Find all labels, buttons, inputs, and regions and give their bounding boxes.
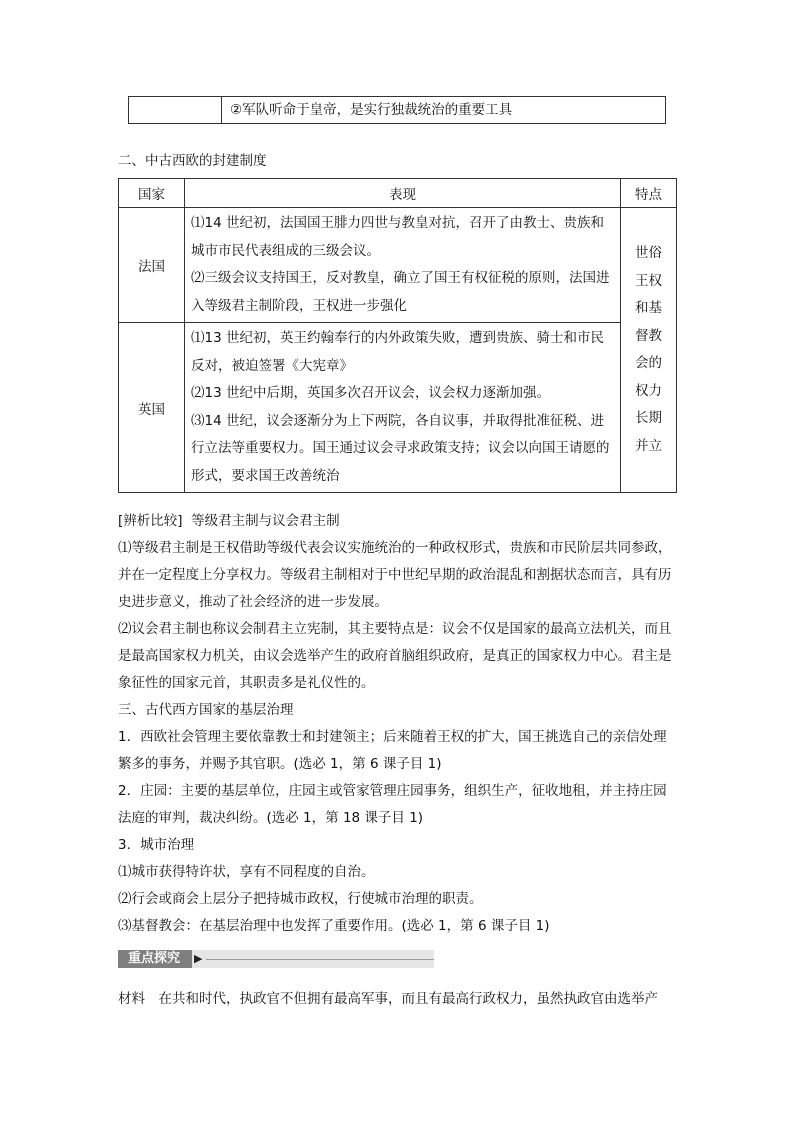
text-line: ⑴13 世纪初，英王约翰奉行的内外政策失败，遭到贵族、骑士和市民反对，被迫签署《大宪章》 [191, 330, 604, 374]
feature-text: 会的 [635, 355, 662, 371]
feature-text: 和基 [635, 300, 662, 316]
list-item: 1．西欧社会管理主要依靠教士和封建领主；后来随着王权的扩大，国王挑选自己的亲信处理繁多的事务，并赐予其官职。(选必 1，第 6 课子目 1) [118, 729, 667, 772]
feature-text: 督教 [635, 327, 662, 344]
sub-item: ⑶基督教会：在基层治理中也发挥了重要作用。(选必 1，第 6 课子目 1) [118, 918, 550, 934]
text-line: ⑶14 世纪，议会逐渐分为上下两院，各自议事，并取得批准征税、进行立法等重要权力。国王通过议会寻求政策支持；议会以向国王请愿的形式，要求国王改善统治 [191, 412, 610, 484]
section-title: 三、古代西方国家的基层治理 [118, 702, 294, 718]
compare-title: 等级君主制与议会君主制 [191, 513, 340, 529]
sub-item: ⑴城市获得特许状，享有不同程度的自治。 [118, 864, 375, 880]
feature-text: 王权 [635, 272, 662, 289]
table-header-row [119, 179, 677, 208]
focus-section-banner [118, 950, 434, 968]
header-performance: 表现 [185, 179, 621, 208]
text-line: ⑵三级会议支持国王，反对教皇，确立了国王有权征税的原则，法国进入等级君主制阶段，王权进一步强化 [191, 270, 610, 314]
list-item: 2．庄园：主要的基层单位，庄园主或管家管理庄园事务，组织生产，征收地租，并主持庄园法庭的审判，裁决纠纷。(选必 1，第 18 课子目 1) [118, 783, 667, 826]
compare-heading [118, 508, 678, 535]
sub-item: ⑵行会或商会上层分子把持城市政权，行使城市治理的职责。 [118, 891, 483, 907]
compare-tag: [辨析比较] [118, 513, 183, 529]
table-row-france [119, 208, 677, 323]
compare-paragraph-2: ⑵议会君主制也称议会制君主立宪制，其主要特点是：议会不仅是国家的最高立法机关，而且是最高国家权力机关，由议会选举产生的政府首脑组织政府，是真正的国家权力中心。君主是象征性的国家元首，其职责多是礼仪性的。 [118, 621, 672, 691]
feature-text: 世俗 [635, 245, 662, 261]
text-line: ⑵13 世纪中后期，英国多次召开议会，议会权力逐渐加强。 [191, 385, 550, 401]
performance-cell [185, 323, 621, 493]
table-cell-text: ②军队听命于皇帝，是实行独裁统治的重要工具 [230, 102, 513, 118]
table-cell-empty [129, 97, 222, 123]
text-line: ⑴14 世纪初，法国国王腓力四世与教皇对抗，召开了由教士、贵族和城市市民代表组成的三级会议。 [191, 215, 604, 259]
compare-paragraph-1: ⑴等级君主制是王权借助等级代表会议实施统治的一种政权形式，贵族和市民阶层共同参政，并在一定程度上分享权力。等级君主制相对于中世纪早期的政治混乱和割据状态而言，具有历史进步意义，推动了社会经济的进一步发展。 [118, 540, 672, 610]
play-arrow-icon: ▶ [194, 952, 203, 965]
header-feature: 特点 [621, 179, 677, 208]
list-item: 3．城市治理 [118, 837, 195, 853]
divider [206, 959, 434, 960]
focus-label: 重点探究 [128, 951, 181, 966]
feature-text: 并立 [635, 437, 662, 454]
country-cell: 法国 [119, 208, 185, 323]
feature-cell [621, 208, 677, 493]
feudal-system-table [118, 178, 677, 493]
top-table-fragment [128, 96, 666, 124]
performance-cell [185, 208, 621, 323]
header-country: 国家 [119, 179, 185, 208]
country-cell: 英国 [119, 323, 185, 493]
feature-text: 权力 [635, 382, 662, 399]
section-title: 二、中古西欧的封建制度 [118, 153, 267, 169]
material-text: 材料 在共和时代，执政官不但拥有最高军事，而且有最高行政权力，虽然执政官由选举产 [118, 991, 658, 1007]
table-row-england [119, 323, 677, 493]
feature-text: 长期 [635, 410, 662, 426]
